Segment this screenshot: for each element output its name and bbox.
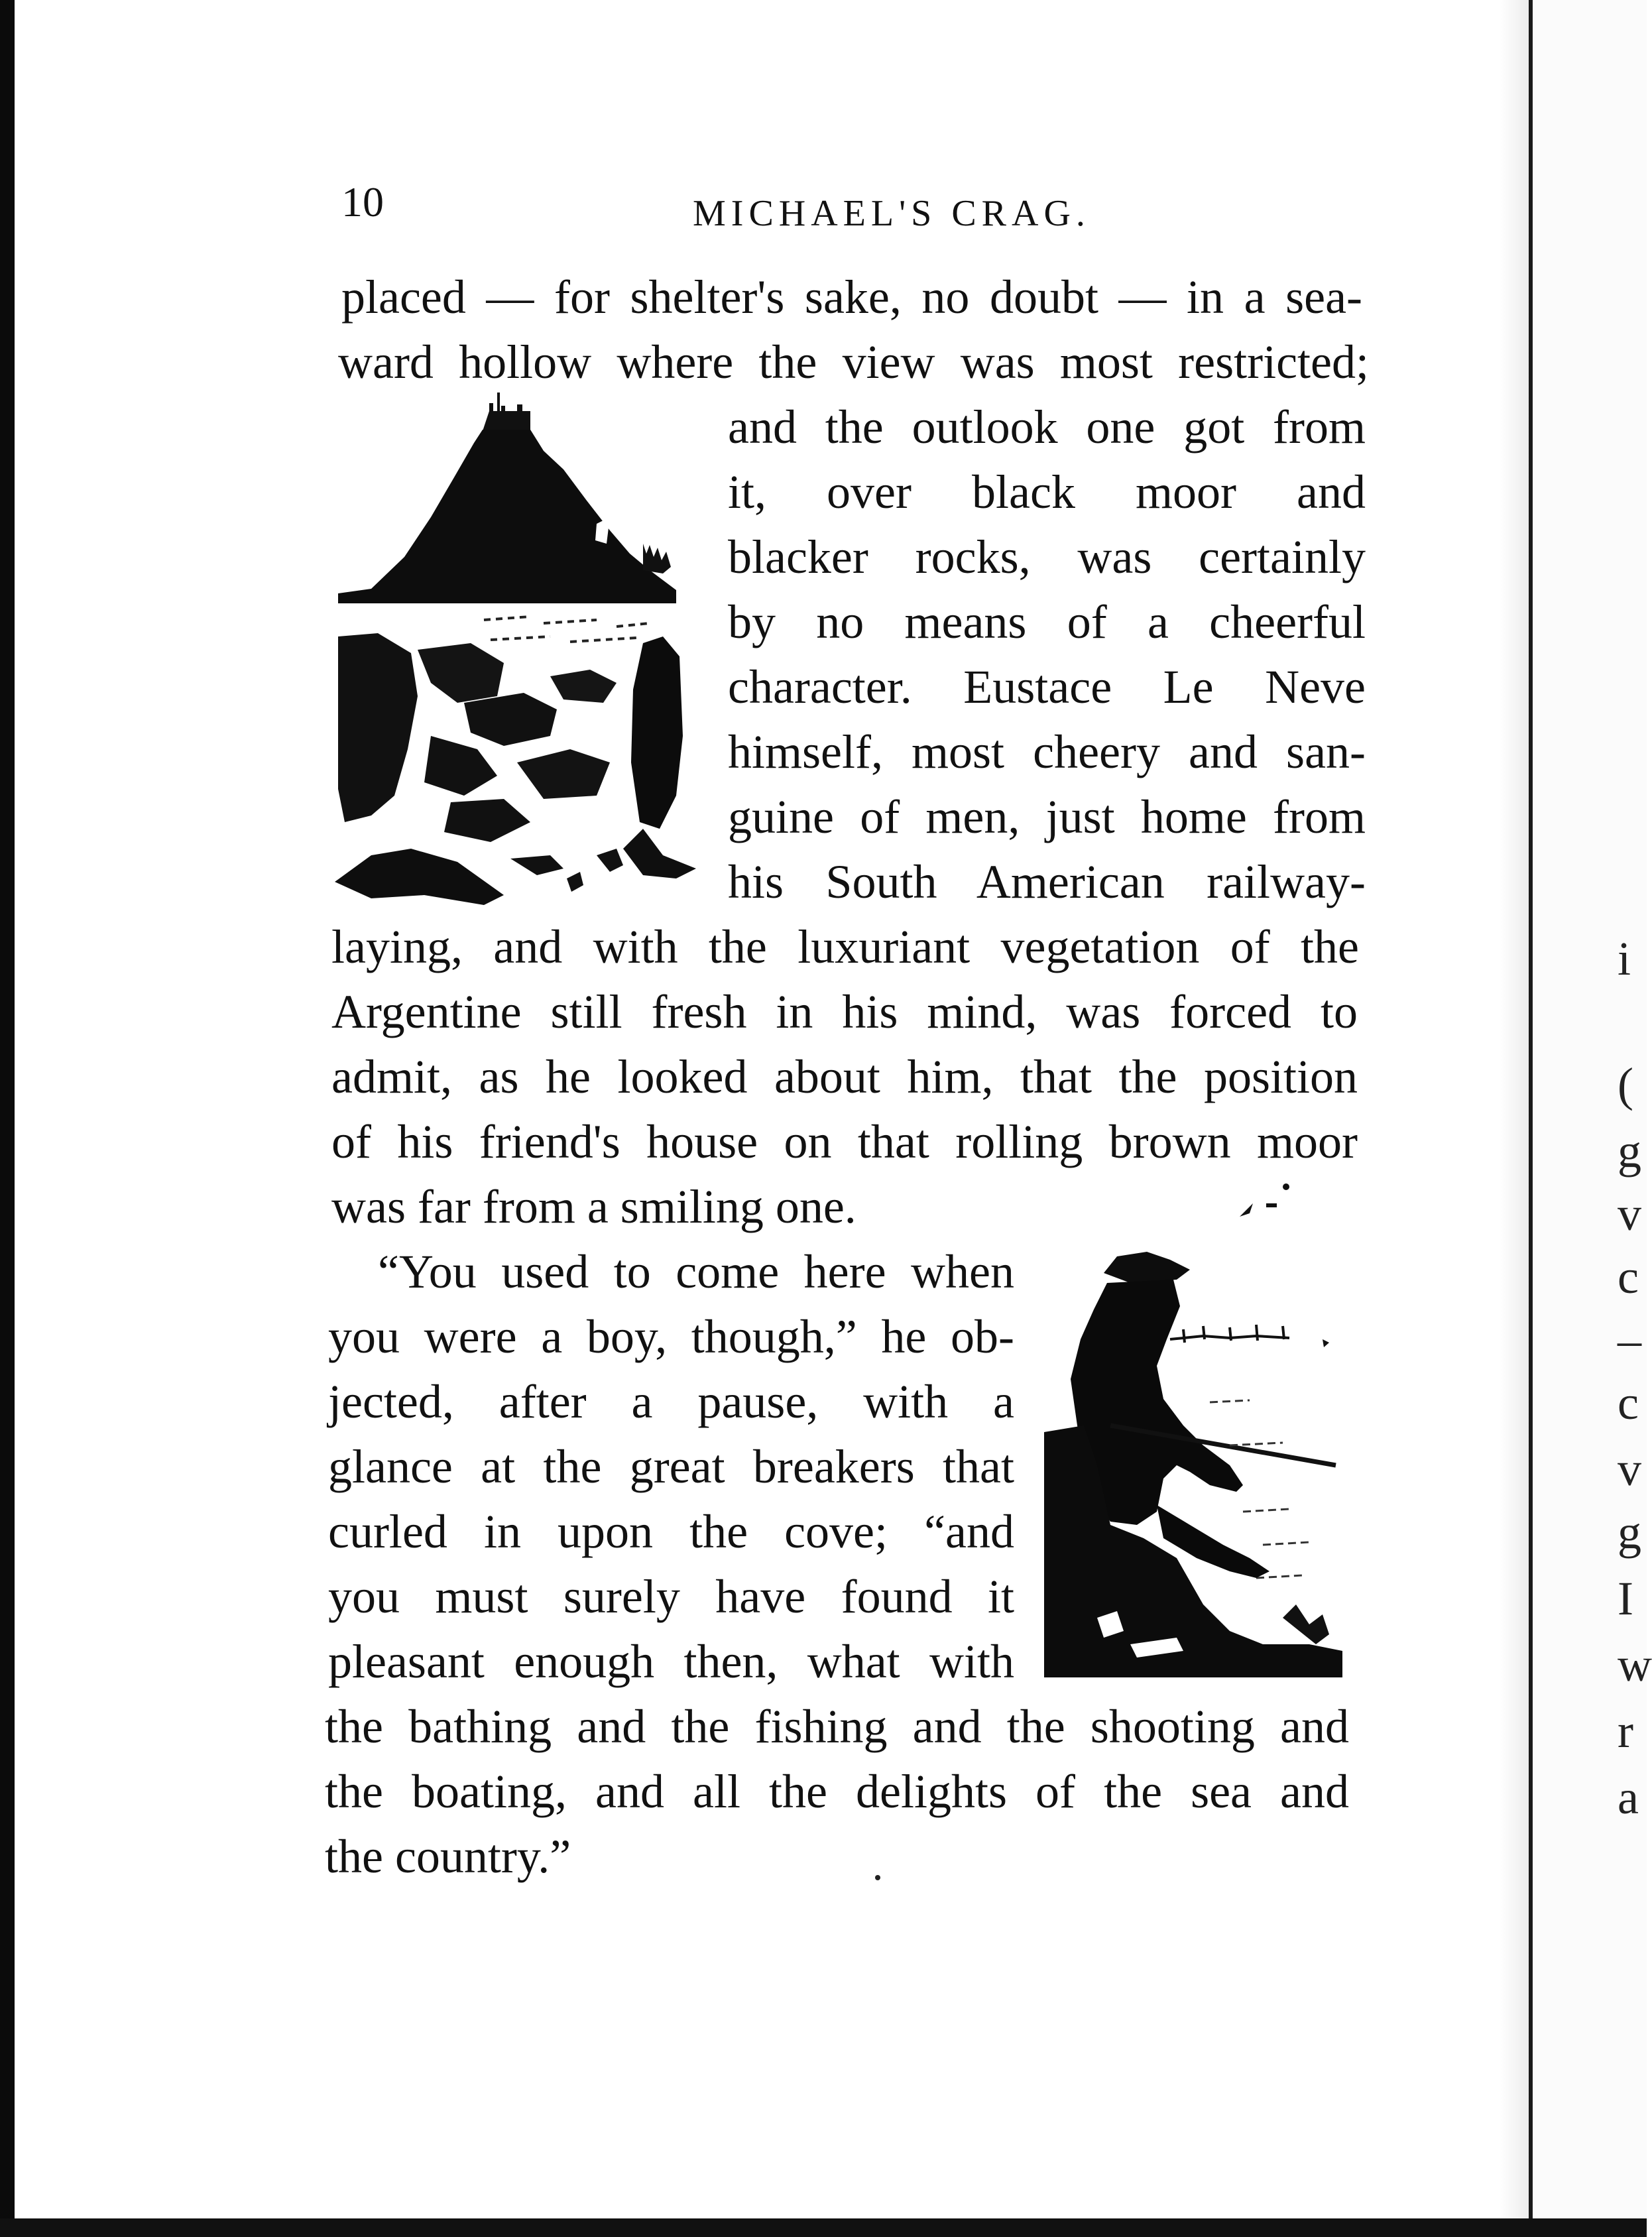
facing-page-fragment: r: [1618, 1705, 1633, 1758]
text-line: the boating, and all the delights of the sea and: [325, 1765, 1349, 1818]
facing-page-fragment: g: [1618, 1124, 1641, 1178]
text-line: guine of men, just home from: [728, 790, 1366, 843]
text-line: the bathing and the fishing and the shooting and: [325, 1700, 1349, 1753]
facing-page: [1533, 0, 1647, 2237]
text-line: the country.”: [325, 1830, 571, 1883]
scan-bottom-edge: [0, 2218, 1647, 2237]
text-line: and the outlook one got from: [728, 400, 1366, 453]
running-head: MICHAEL'S CRAG.: [693, 193, 1091, 234]
text-line: his South American railway-: [728, 855, 1366, 908]
facing-page-fragment: i: [1618, 932, 1631, 985]
text-line: blacker rocks, was certainly: [728, 530, 1366, 583]
text-line: was far from a smiling one.: [331, 1180, 856, 1233]
text-line: of his friend's house on that rolling brown moor: [331, 1115, 1358, 1168]
facing-page-fragment: g: [1618, 1506, 1641, 1559]
facing-page-fragment: v: [1618, 1443, 1641, 1496]
text-line: himself, most cheery and san-: [728, 725, 1366, 778]
text-line: laying, and with the luxuriant vegetation of the: [331, 920, 1359, 973]
crag-illustration: [331, 391, 709, 922]
text-line: curled in upon the cove; “and: [328, 1505, 1014, 1558]
gutter-shadow: [1498, 0, 1529, 2237]
stray-mark: [1233, 1174, 1313, 1227]
text-line: character. Eustace Le Neve: [728, 660, 1366, 713]
page-header: [341, 178, 1362, 237]
facing-page-fragment: v: [1618, 1187, 1641, 1240]
facing-page-fragment: –: [1618, 1313, 1641, 1366]
text-line: Argentine still fresh in his mind, was forced to: [331, 985, 1358, 1038]
text-line: ward hollow where the view was most restricted;: [338, 335, 1369, 389]
facing-page-fragment: (: [1618, 1058, 1633, 1111]
text-line: “You used to come here when: [378, 1245, 1014, 1298]
text-line: admit, as he looked about him, that the position: [331, 1050, 1358, 1103]
facing-page-fragment: c: [1618, 1376, 1639, 1429]
text-line: jected, after a pause, with a: [328, 1375, 1014, 1428]
fisherman-illustration: [1031, 1246, 1349, 1711]
facing-page-fragment: a: [1618, 1771, 1639, 1824]
text-line: placed — for shelter's sake, no doubt — in a sea-: [341, 271, 1362, 324]
facing-page-fragment: w: [1618, 1638, 1652, 1691]
text-line: pleasant enough then, what with: [328, 1635, 1014, 1688]
stray-mark: [874, 1871, 882, 1884]
text-line: it, over black moor and: [728, 465, 1366, 518]
facing-page-fragment: c: [1618, 1250, 1639, 1303]
page-number: 10: [341, 178, 384, 225]
text-line: you were a boy, though,” he ob-: [328, 1310, 1014, 1363]
text-line: by no means of a cheerful: [728, 595, 1366, 648]
facing-page-fragment: I: [1618, 1572, 1633, 1625]
text-line: you must surely have found it: [328, 1570, 1014, 1623]
text-line: glance at the great breakers that: [328, 1440, 1014, 1493]
scan-left-edge: [0, 0, 15, 2237]
